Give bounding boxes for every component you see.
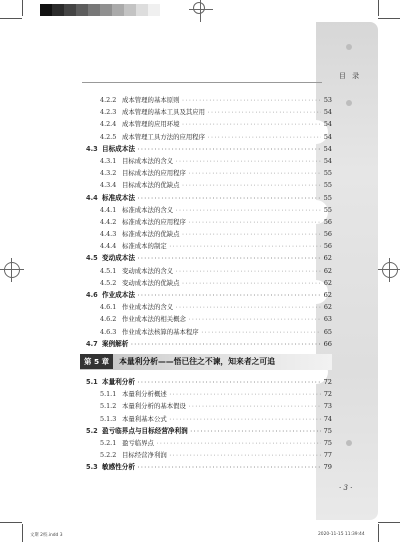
toc-entry-page: 75	[323, 438, 332, 447]
toc-leader-dots	[188, 217, 321, 229]
toc-entry-title: 作业成本法的含义	[122, 303, 174, 312]
toc-entry-title: 成本管理的基本工具及其应用	[122, 108, 206, 117]
toc-entry[interactable]	[84, 326, 332, 338]
toc-entry[interactable]	[84, 437, 332, 449]
toc-entry-page: 75	[323, 426, 332, 435]
toc-entry-title: 本量利分析概述	[122, 390, 167, 399]
toc-entry-page: 55	[323, 193, 332, 202]
toc-entry[interactable]	[84, 400, 332, 412]
toc-entry-title: 标准成本的制定	[122, 242, 167, 251]
toc-entry[interactable]	[84, 338, 332, 350]
toc-entry-title: 本量利分析	[102, 377, 135, 386]
toc-entry-title: 成本管理的应用环境	[122, 120, 180, 129]
toc-leader-dots	[182, 229, 321, 241]
toc-entry-page: 62	[323, 303, 332, 312]
toc-entry-page: 72	[323, 377, 332, 386]
toc-entry-title: 目标成本法的应用程序	[122, 169, 186, 178]
toc-entry-title: 作业成本法	[102, 291, 135, 299]
toc-entry-number: 4.3	[86, 144, 98, 153]
toc-entry-number: 5.3	[86, 463, 98, 472]
toc-entry-title: 目标经营净利润	[122, 451, 167, 460]
toc-entry-page: 74	[323, 414, 332, 423]
toc-leader-dots	[130, 339, 321, 351]
toc-leader-dots	[137, 462, 321, 474]
toc-entry-page: 73	[323, 402, 332, 411]
toc-entry-page: 56	[323, 217, 332, 226]
toc-entry-title: 盈亏临界点	[122, 438, 154, 447]
toc-entry[interactable]	[84, 106, 332, 118]
toc-entry[interactable]	[84, 118, 332, 130]
toc-entry[interactable]	[84, 301, 332, 313]
toc-entry[interactable]	[84, 179, 332, 191]
running-header: 目 录	[338, 72, 362, 80]
toc-entry[interactable]	[84, 413, 332, 425]
toc-entry[interactable]	[84, 94, 332, 106]
toc-section-chapter-4	[84, 94, 332, 350]
toc-leader-dots	[201, 327, 321, 339]
toc-entry-page: 63	[323, 315, 332, 324]
toc-entry-number: 4.4.4	[100, 242, 117, 251]
crop-mark	[378, 0, 379, 16]
toc-leader-dots	[169, 241, 321, 253]
binding-hole	[346, 440, 352, 446]
toc-entry-number: 4.2.3	[100, 108, 117, 117]
toc-entry-number: 4.5.2	[100, 278, 117, 287]
toc-entry-title: 变动成本法的优缺点	[122, 278, 180, 287]
toc-entry-number: 4.6	[86, 291, 98, 299]
footer-file-name: 文斯 2校.indd 3	[30, 533, 63, 538]
toc-entry-title: 作业成本法核算的基本程序	[122, 327, 199, 336]
toc-entry-number: 4.3.4	[100, 181, 117, 190]
toc-entry-number: 4.5.1	[100, 266, 117, 275]
toc-entry[interactable]	[84, 313, 332, 325]
toc-entry-number: 5.2.1	[100, 438, 117, 447]
toc-entry-title: 案例解析	[102, 339, 129, 348]
toc-entry-page: 56	[323, 230, 332, 239]
toc-entry-title: 作业成本法的相关概念	[122, 315, 186, 324]
toc-leader-dots	[207, 132, 321, 144]
toc-entry[interactable]	[84, 376, 332, 388]
toc-entry-page: 62	[323, 266, 332, 275]
toc-leader-dots	[169, 450, 321, 462]
toc-entry-title: 本量利基本公式	[122, 414, 167, 423]
toc-entry[interactable]	[84, 192, 332, 204]
toc-entry-title: 标准成本法的优缺点	[122, 230, 180, 239]
toc-entry[interactable]	[84, 228, 332, 240]
toc-entry-number: 4.4.1	[100, 205, 117, 214]
toc-entry-title: 标准成本法	[102, 193, 135, 202]
binding-hole	[346, 100, 352, 106]
chapter-badge: 第 5 章	[80, 354, 113, 369]
toc-entry-page: 54	[323, 132, 332, 141]
toc-entry-page: 55	[323, 205, 332, 214]
toc-entry[interactable]	[84, 388, 332, 400]
toc-entry-number: 4.2.5	[100, 132, 117, 141]
toc-entry-title: 成本管理的基本原则	[122, 96, 180, 104]
toc-leader-dots	[182, 278, 321, 290]
toc-entry-number: 4.6.1	[100, 303, 117, 312]
toc-entry-number: 4.2.4	[100, 120, 117, 129]
toc-leader-dots	[175, 156, 321, 168]
color-bar	[40, 4, 160, 16]
toc-entry-page: 54	[323, 120, 332, 129]
registration-mark	[4, 262, 20, 278]
registration-mark	[193, 2, 205, 14]
toc-entry-title: 本量利分析的基本假设	[122, 402, 186, 411]
toc-entry-number: 4.7	[86, 339, 98, 348]
toc-entry-page: 54	[323, 156, 332, 165]
toc-leader-dots	[156, 438, 321, 450]
toc-entry[interactable]	[84, 131, 332, 143]
toc-entry[interactable]	[84, 143, 332, 155]
toc-entry-number: 4.5	[86, 254, 98, 263]
toc-entry-number: 5.2	[86, 426, 98, 435]
crop-mark	[0, 522, 22, 523]
toc-entry[interactable]	[84, 449, 332, 461]
toc-entry-title: 标准成本法的应用程序	[122, 217, 186, 226]
toc-entry-title: 目标成本法的优缺点	[122, 181, 180, 190]
binding-hole	[346, 44, 352, 50]
crop-mark	[378, 18, 400, 19]
toc-entry-number: 4.6.2	[100, 315, 117, 324]
toc-leader-dots	[175, 205, 321, 217]
toc-entry-page: 66	[323, 339, 332, 348]
toc-entry[interactable]	[84, 461, 332, 473]
header-rule	[82, 82, 322, 83]
toc-entry[interactable]	[84, 265, 332, 277]
toc-leader-dots	[169, 389, 321, 401]
toc-entry[interactable]	[84, 167, 332, 179]
table-of-contents	[84, 94, 332, 473]
toc-entry-number: 4.4	[86, 193, 98, 202]
toc-entry-number: 5.1.2	[100, 402, 117, 411]
toc-entry-title: 盈亏临界点与目标经营净利润	[102, 426, 188, 435]
toc-entry[interactable]	[84, 289, 332, 301]
toc-entry-title: 变动成本法	[102, 254, 135, 263]
toc-leader-dots	[190, 426, 321, 438]
toc-entry-page: 62	[323, 278, 332, 287]
toc-entry-page: 55	[323, 169, 332, 178]
toc-entry-page: 55	[323, 181, 332, 190]
toc-leader-dots	[188, 314, 321, 326]
chapter-title: 本量利分析——悟已往之不谏，知来者之可追	[119, 357, 276, 367]
toc-entry-page: 72	[323, 390, 332, 399]
toc-entry-title: 变动成本法的含义	[122, 266, 174, 275]
toc-entry-page: 79	[323, 463, 332, 472]
toc-entry-number: 4.3.1	[100, 156, 117, 165]
toc-entry[interactable]	[84, 204, 332, 216]
toc-entry-number: 4.3.2	[100, 169, 117, 178]
toc-entry-number: 4.6.3	[100, 327, 117, 336]
footer-timestamp: 2020-11-15 11:39:44	[318, 532, 365, 537]
toc-leader-dots	[188, 401, 321, 413]
toc-entry-page: 65	[323, 327, 332, 336]
toc-entry-page: 77	[323, 451, 332, 460]
chapter-heading[interactable]	[80, 354, 332, 370]
toc-leader-dots	[175, 266, 321, 278]
toc-entry[interactable]	[84, 240, 332, 252]
toc-entry[interactable]	[84, 425, 332, 437]
toc-entry-page: 56	[323, 242, 332, 251]
toc-entry-number: 4.4.2	[100, 217, 117, 226]
toc-entry-page: 54	[323, 144, 332, 153]
toc-entry-title: 目标成本法的含义	[122, 156, 174, 165]
toc-entry-page: 54	[323, 108, 332, 117]
crop-mark	[22, 0, 23, 16]
toc-entry-page: 53	[323, 96, 332, 104]
toc-entry[interactable]	[84, 252, 332, 264]
toc-leader-dots	[207, 107, 321, 119]
crop-mark	[378, 524, 379, 542]
crop-mark	[378, 522, 400, 523]
toc-entry-number: 4.2.2	[100, 96, 117, 104]
toc-entry[interactable]	[84, 277, 332, 289]
toc-entry[interactable]	[84, 216, 332, 228]
toc-entry-number: 5.1	[86, 377, 98, 386]
toc-entry-number: 4.4.3	[100, 230, 117, 239]
toc-entry-title: 标准成本法的含义	[122, 205, 174, 214]
toc-entry[interactable]	[84, 155, 332, 167]
registration-mark	[382, 262, 398, 278]
crop-mark	[22, 524, 23, 542]
toc-entry-number: 5.1.3	[100, 414, 117, 423]
crop-mark	[0, 18, 22, 19]
toc-entry-title: 敏感性分析	[102, 463, 135, 472]
toc-entry-page: 62	[323, 254, 332, 263]
toc-leader-dots	[175, 302, 321, 314]
toc-leader-dots	[188, 168, 321, 180]
toc-entry-title: 成本管理工具方法的应用程序	[122, 132, 206, 141]
toc-section-chapter-5	[84, 376, 332, 474]
toc-entry-number: 5.1.1	[100, 390, 117, 399]
page-number: · 3 ·	[339, 484, 353, 492]
toc-leader-dots	[169, 414, 321, 426]
toc-entry-number: 5.2.2	[100, 451, 117, 460]
toc-entry-page: 62	[323, 291, 332, 299]
toc-entry-title: 目标成本法	[102, 144, 135, 153]
toc-leader-dots	[182, 180, 321, 192]
